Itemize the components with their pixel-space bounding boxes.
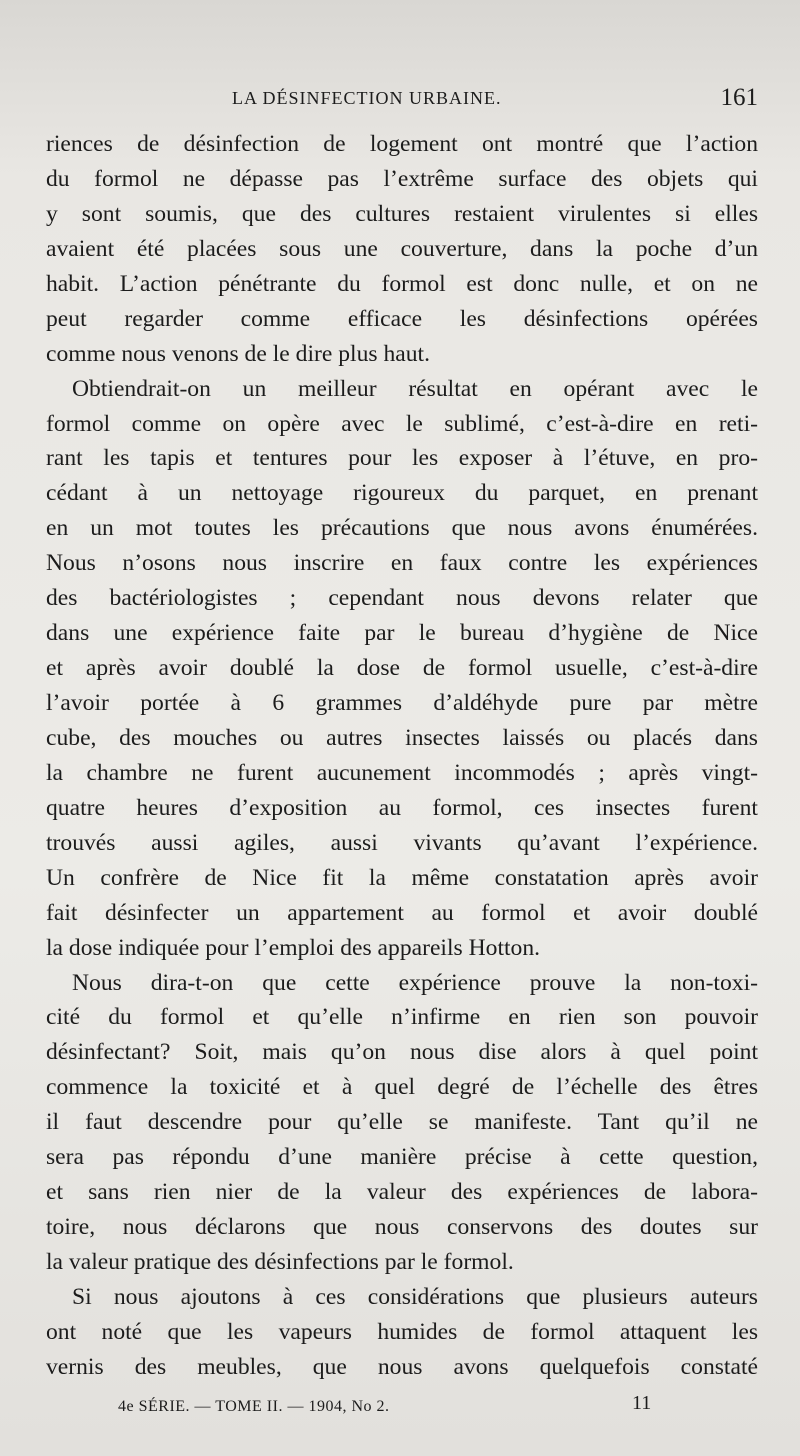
text-line: vernis des meubles, que nous avons quelquefois constaté: [46, 1353, 758, 1380]
text-line: la chambre ne furent aucunement incommodés ; après vingt-: [46, 759, 758, 786]
text-line: habit. L’action pénétrante du formol est donc nulle, et on ne: [46, 270, 758, 297]
text-line: commence la toxicité et à quel degré de l’échelle des êtres: [46, 1074, 758, 1101]
sheet-signature-number: 11: [632, 1392, 652, 1414]
text-line: fait désinfecter un appartement au formol et avoir doublé: [46, 899, 758, 926]
text-line: comme nous venons de le dire plus haut.: [46, 340, 430, 367]
text-line: riences de désinfection de logement ont montré que l’action: [46, 131, 758, 157]
text-line: et sans rien nier de la valeur des expériences de labora-: [46, 1179, 758, 1206]
text-line: désinfectant? Soit, mais qu’on nous dise alors à quel point: [46, 1039, 758, 1066]
running-header: [0, 84, 800, 122]
text-line: et après avoir doublé la dose de formol usuelle, c’est-à-dire: [46, 655, 758, 682]
text-line: ont noté que les vapeurs humides de formol attaquent les: [46, 1318, 758, 1345]
text-line: du formol ne dépasse pas l’extrême surface des objets qui: [46, 165, 758, 192]
running-title: LA DÉSINFECTION URBAINE.: [232, 88, 502, 108]
text-line: rant les tapis et tentures pour les exposer à l’étuve, en pro-: [46, 445, 758, 472]
text-line: cube, des mouches ou autres insectes laissés ou placés dans: [46, 724, 758, 751]
text-line: cédant à un nettoyage rigoureux du parquet, en prenant: [46, 480, 758, 507]
text-line: avaient été placées sous une couverture, dans la poche d’un: [46, 235, 758, 262]
text-line: en un mot toutes les précautions que nous avons énumérées.: [46, 515, 758, 542]
text-line: des bactériologistes ; cependant nous devons relater que: [46, 585, 758, 612]
body-text: [46, 127, 758, 1385]
text-line: Un confrère de Nice fit la même constatation après avoir: [46, 864, 758, 891]
text-line: Nous n’osons nous inscrire en faux contre les expériences: [46, 550, 758, 577]
text-line: Nous dira-t-on que cette expérience prouve la non-toxi-: [72, 969, 758, 996]
text-line: cité du formol et qu’elle n’infirme en rien son pouvoir: [46, 1004, 758, 1031]
page-footer: [0, 1392, 800, 1428]
text-line: y sont soumis, que des cultures restaient virulentes si elles: [46, 200, 758, 227]
text-line: formol comme on opère avec le sublimé, c’est-à-dire en reti-: [46, 410, 758, 437]
series-note: 4e SÉRIE. — TOME II. — 1904, No 2.: [118, 1398, 390, 1415]
text-line: dans une expérience faite par le bureau d’hygiène de Nice: [46, 620, 758, 647]
text-line: l’avoir portée à 6 grammes d’aldéhyde pure par mètre: [46, 690, 758, 716]
text-line: trouvés aussi agiles, aussi vivants qu’avant l’expérience.: [46, 829, 758, 856]
text-line: toire, nous déclarons que nous conservons des doutes sur: [46, 1214, 758, 1241]
text-line: il faut descendre pour qu’elle se manifeste. Tant qu’il ne: [46, 1109, 758, 1136]
text-line: peut regarder comme efficace les désinfections opérées: [46, 305, 758, 332]
page-number: 161: [720, 84, 758, 111]
text-line: Si nous ajoutons à ces considérations que plusieurs auteurs: [72, 1283, 758, 1310]
text-line: sera pas répondu d’une manière précise à cette question,: [46, 1144, 758, 1171]
text-line: la valeur pratique des désinfections par le formol.: [46, 1249, 514, 1275]
text-line: la dose indiquée pour l’emploi des appareils Hotton.: [46, 934, 541, 961]
text-line: quatre heures d’exposition au formol, ces insectes furent: [46, 794, 758, 821]
text-line: Obtiendrait-on un meilleur résultat en opérant avec le: [72, 375, 758, 402]
